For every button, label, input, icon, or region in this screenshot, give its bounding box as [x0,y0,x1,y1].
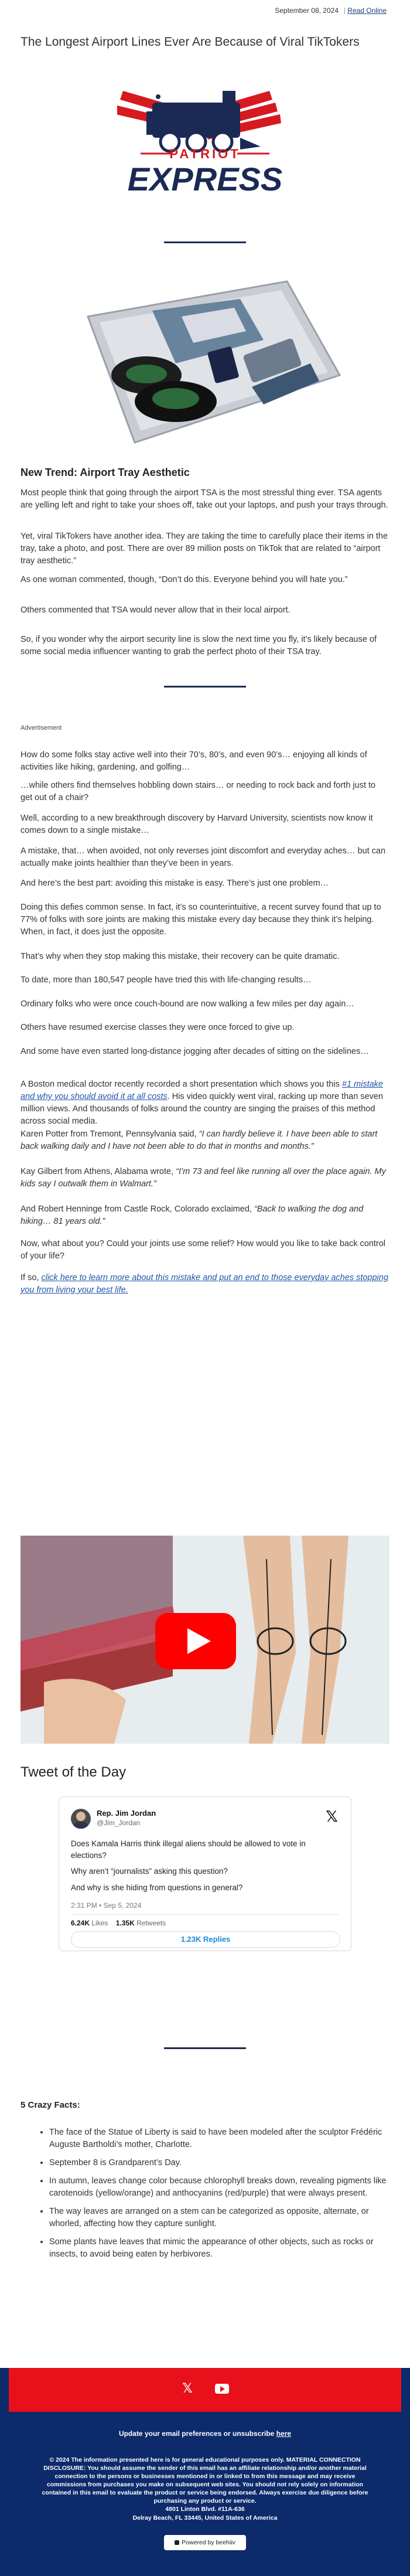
tweet-author-name: Rep. Jim Jordan [97,1809,156,1818]
x-logo-icon: 𝕏 [326,1808,338,1825]
article-paragraph: Most people think that going through the airport TSA is the most stressful thing ever. TSA agents are yelling left and right to take your shoes off, take out your laptops, and push your trays through. [20,488,388,510]
likes-count: 6.24K [71,1919,90,1927]
avatar [71,1809,91,1829]
ad-paragraph [20,1078,390,1128]
ad-text: Kay Gilbert from Athens, Alabama wrote, [20,1167,176,1176]
beehiiv-icon [175,2540,179,2545]
ad-paragraph: …while others find themselves hobbling down stairs… or needing to rock back and forth just to get out of a chair? [20,781,376,802]
email-preferences [0,2429,410,2438]
ad-text: And Robert Henninge from Castle Rock, Colorado exclaimed, [20,1204,254,1214]
ad-paragraph: Others have resumed exercise classes they were once forced to give up. [20,1023,295,1032]
learn-more-link[interactable]: click here to learn more about this mistake and put an end to those everyday aches stopping you from living your best life. [20,1273,388,1295]
testimonial-quote: “I’m 73 and feel like running all over the place again. My kids say I outwalk them in Walmart.” [20,1167,386,1189]
ad-paragraph: And some have even started long-distance jogging after decades of sitting on the sidelines… [20,1047,369,1056]
x-social-icon[interactable]: 𝕏 [182,2381,193,2395]
ad-text: A Boston medical doctor recently recorded a short presentation which shows you this [20,1080,342,1089]
ad-testimonial [20,1128,390,1153]
tweet-divider [71,1914,339,1915]
retweets-count: 1.35K [115,1919,135,1927]
facts-heading: 5 Crazy Facts: [20,2100,80,2110]
ad-paragraph: Ordinary folks who were once couch-bound are now walking a few miles per day again… [20,999,354,1009]
ad-text: Karen Potter from Tremont, Pennsylvania said, [20,1129,199,1139]
tweet-text-line: Why aren’t “journalists” asking this question? [71,1867,228,1876]
mistake-link[interactable]: #1 mistake and why you should avoid it at all costs [20,1080,383,1101]
divider [164,241,246,243]
likes-label: Likes [91,1919,108,1927]
ad-paragraph: Doing this defies common sense. In fact, it’s so counterintuitive, a recent survey found that up to 77% of folks with sore joints are making this mistake every day because they think it’s helping. When, in fact, it does just the opposite. [20,903,381,937]
powered-by-badge[interactable] [164,2535,246,2550]
patriot-express-logo [117,82,293,199]
address-line: 4801 Linton Blvd. #11A-636 [165,2506,245,2513]
logo-bottom-text: EXPRESS [127,161,283,198]
tweet-author-handle: @Jim_Jordan [97,1819,141,1827]
tweet-text-line: Does Kamala Harris think illegal aliens should be allowed to vote in elections? [71,1839,306,1860]
divider [164,686,246,688]
tweet-stats [71,1919,166,1927]
fact-item: • Some plants have leaves that mimic the appearance of other objects, such as rocks or insects, to avoid being eaten by herbivores. [49,2236,395,2261]
testimonial-quote: “I can hardly believe it. I have been able to start back walking daily and I have not been able to do that in months and months.” [20,1129,378,1151]
header-separator: | [343,6,346,15]
tweet-timestamp: 2:31 PM • Sep 5, 2024 [71,1901,142,1910]
fact-item: • September 8 is Grandparent’s Day. [49,2157,395,2169]
ad-text: If so, [20,1273,42,1282]
address-line: Delray Beach, FL 33445, United States of America [132,2514,278,2521]
ad-label: Advertisement [20,724,62,731]
ad-text: . His video quickly went viral, racking up more than seven million views. And thousands of folks around the country are singing the praises of this method across social media. [20,1092,383,1126]
logo-top-text: PATRIOT [169,147,241,161]
divider [164,2047,246,2049]
tweet-text-line: And why is she hiding from questions in general? [71,1883,243,1892]
ad-paragraph: A mistake, that… when avoided, not only reverses joint discomfort and everyday aches… but can actually make joints healthier than they’ve been in years. [20,846,386,868]
retweets-label: Retweets [136,1919,166,1927]
social-band [9,2368,401,2412]
article-paragraph: Others commented that TSA would never allow that in their local airport. [20,605,291,615]
read-online-link[interactable]: Read Online [347,6,387,15]
ad-paragraph: Well, according to a new breakthrough discovery by Harvard University, scientists now know it comes down to a single mistake… [20,814,373,835]
article-paragraph: As one woman commented, though, “Don’t do this. Everyone behind you will hate you.” [20,575,348,584]
top-bar [0,0,410,21]
ad-paragraph: To date, more than 180,547 people have tried this with life-changing results… [20,975,312,985]
fact-item: • The face of the Statue of Liberty is said to have been modeled after the sculptor Frédéric Auguste Bartholdi’s mother, Charlotte. [49,2126,395,2151]
ad-paragraph: That’s why when they stop making this mistake, their recovery can be quite dramatic. [20,952,340,961]
legal-disclaimer: © 2024 The information presented here is for general educational purposes only. MATERIAL CONNECTION DISCLOSURE: You should assume the sender of this email has an affiliate relationship and/or another material connection to the persons or businesses mentioned in or linked to from this message and may receive commissions from purchases you make on subsequent web sites. You should not rely solely on information contained in this email to evaluate the product or service being endorsed. Always exercise due diligence before purchasing any product or service. [42,2456,368,2504]
preferences-text: Update your email preferences or unsubscribe [118,2429,276,2438]
powered-by-text: Powered by beehiiv [182,2539,235,2546]
testimonial-quote: “Back to walking the dog and hiking… 81 years old.” [20,1204,364,1226]
ad-paragraph [20,1272,390,1296]
tweet-section-heading: Tweet of the Day [20,1764,127,1780]
facts-list [36,2126,395,2267]
page-title: The Longest Airport Lines Ever Are Because of Viral TikTokers [20,35,360,49]
fact-item: • The way leaves are arranged on a stem can be categorized as opposite, alternate, or whorled, affecting how they capture sunlight. [49,2206,395,2230]
video-thumbnail[interactable] [20,1536,390,1744]
youtube-icon[interactable] [215,2384,229,2394]
ad-paragraph: How do some folks stay active well into their 70’s, 80’s, and even 90’s… enjoying all kinds of activities like hiking, gardening, and golfing… [20,750,367,772]
article-heading: New Trend: Airport Tray Aesthetic [20,467,190,478]
ad-testimonial [20,1203,390,1228]
embedded-tweet[interactable] [59,1796,351,1951]
footer [0,2368,410,2576]
article-paragraph: Yet, viral TikTokers have another idea. They are taking the time to carefully place their items in the tray, take a photo, and post. There are over 89 million posts on TikTok that are related to “airport tray aesthetic.” [20,532,388,566]
issue-date: September 08, 2024 [275,6,339,15]
ad-paragraph: Now, what about you? Could your joints use some relief? How would you like to take back control of your life? [20,1239,386,1261]
fact-item: • In autumn, leaves change color because chlorophyll breaks down, revealing pigments like carotenoids (yellow/orange) and anthocyanins (red/purple) that were always present. [49,2175,395,2200]
airport-tray-image [64,275,346,445]
replies-button[interactable]: 1.23K Replies [71,1931,340,1948]
ad-testimonial [20,1166,390,1190]
unsubscribe-link[interactable]: here [276,2429,292,2438]
ad-paragraph: And here’s the best part: avoiding this mistake is easy. There’s just one problem… [20,879,329,888]
article-paragraph: So, if you wonder why the airport security line is slow the next time you fly, it’s likely because of some social media influencer wanting to grab the perfect photo of their TSA tray. [20,635,377,656]
